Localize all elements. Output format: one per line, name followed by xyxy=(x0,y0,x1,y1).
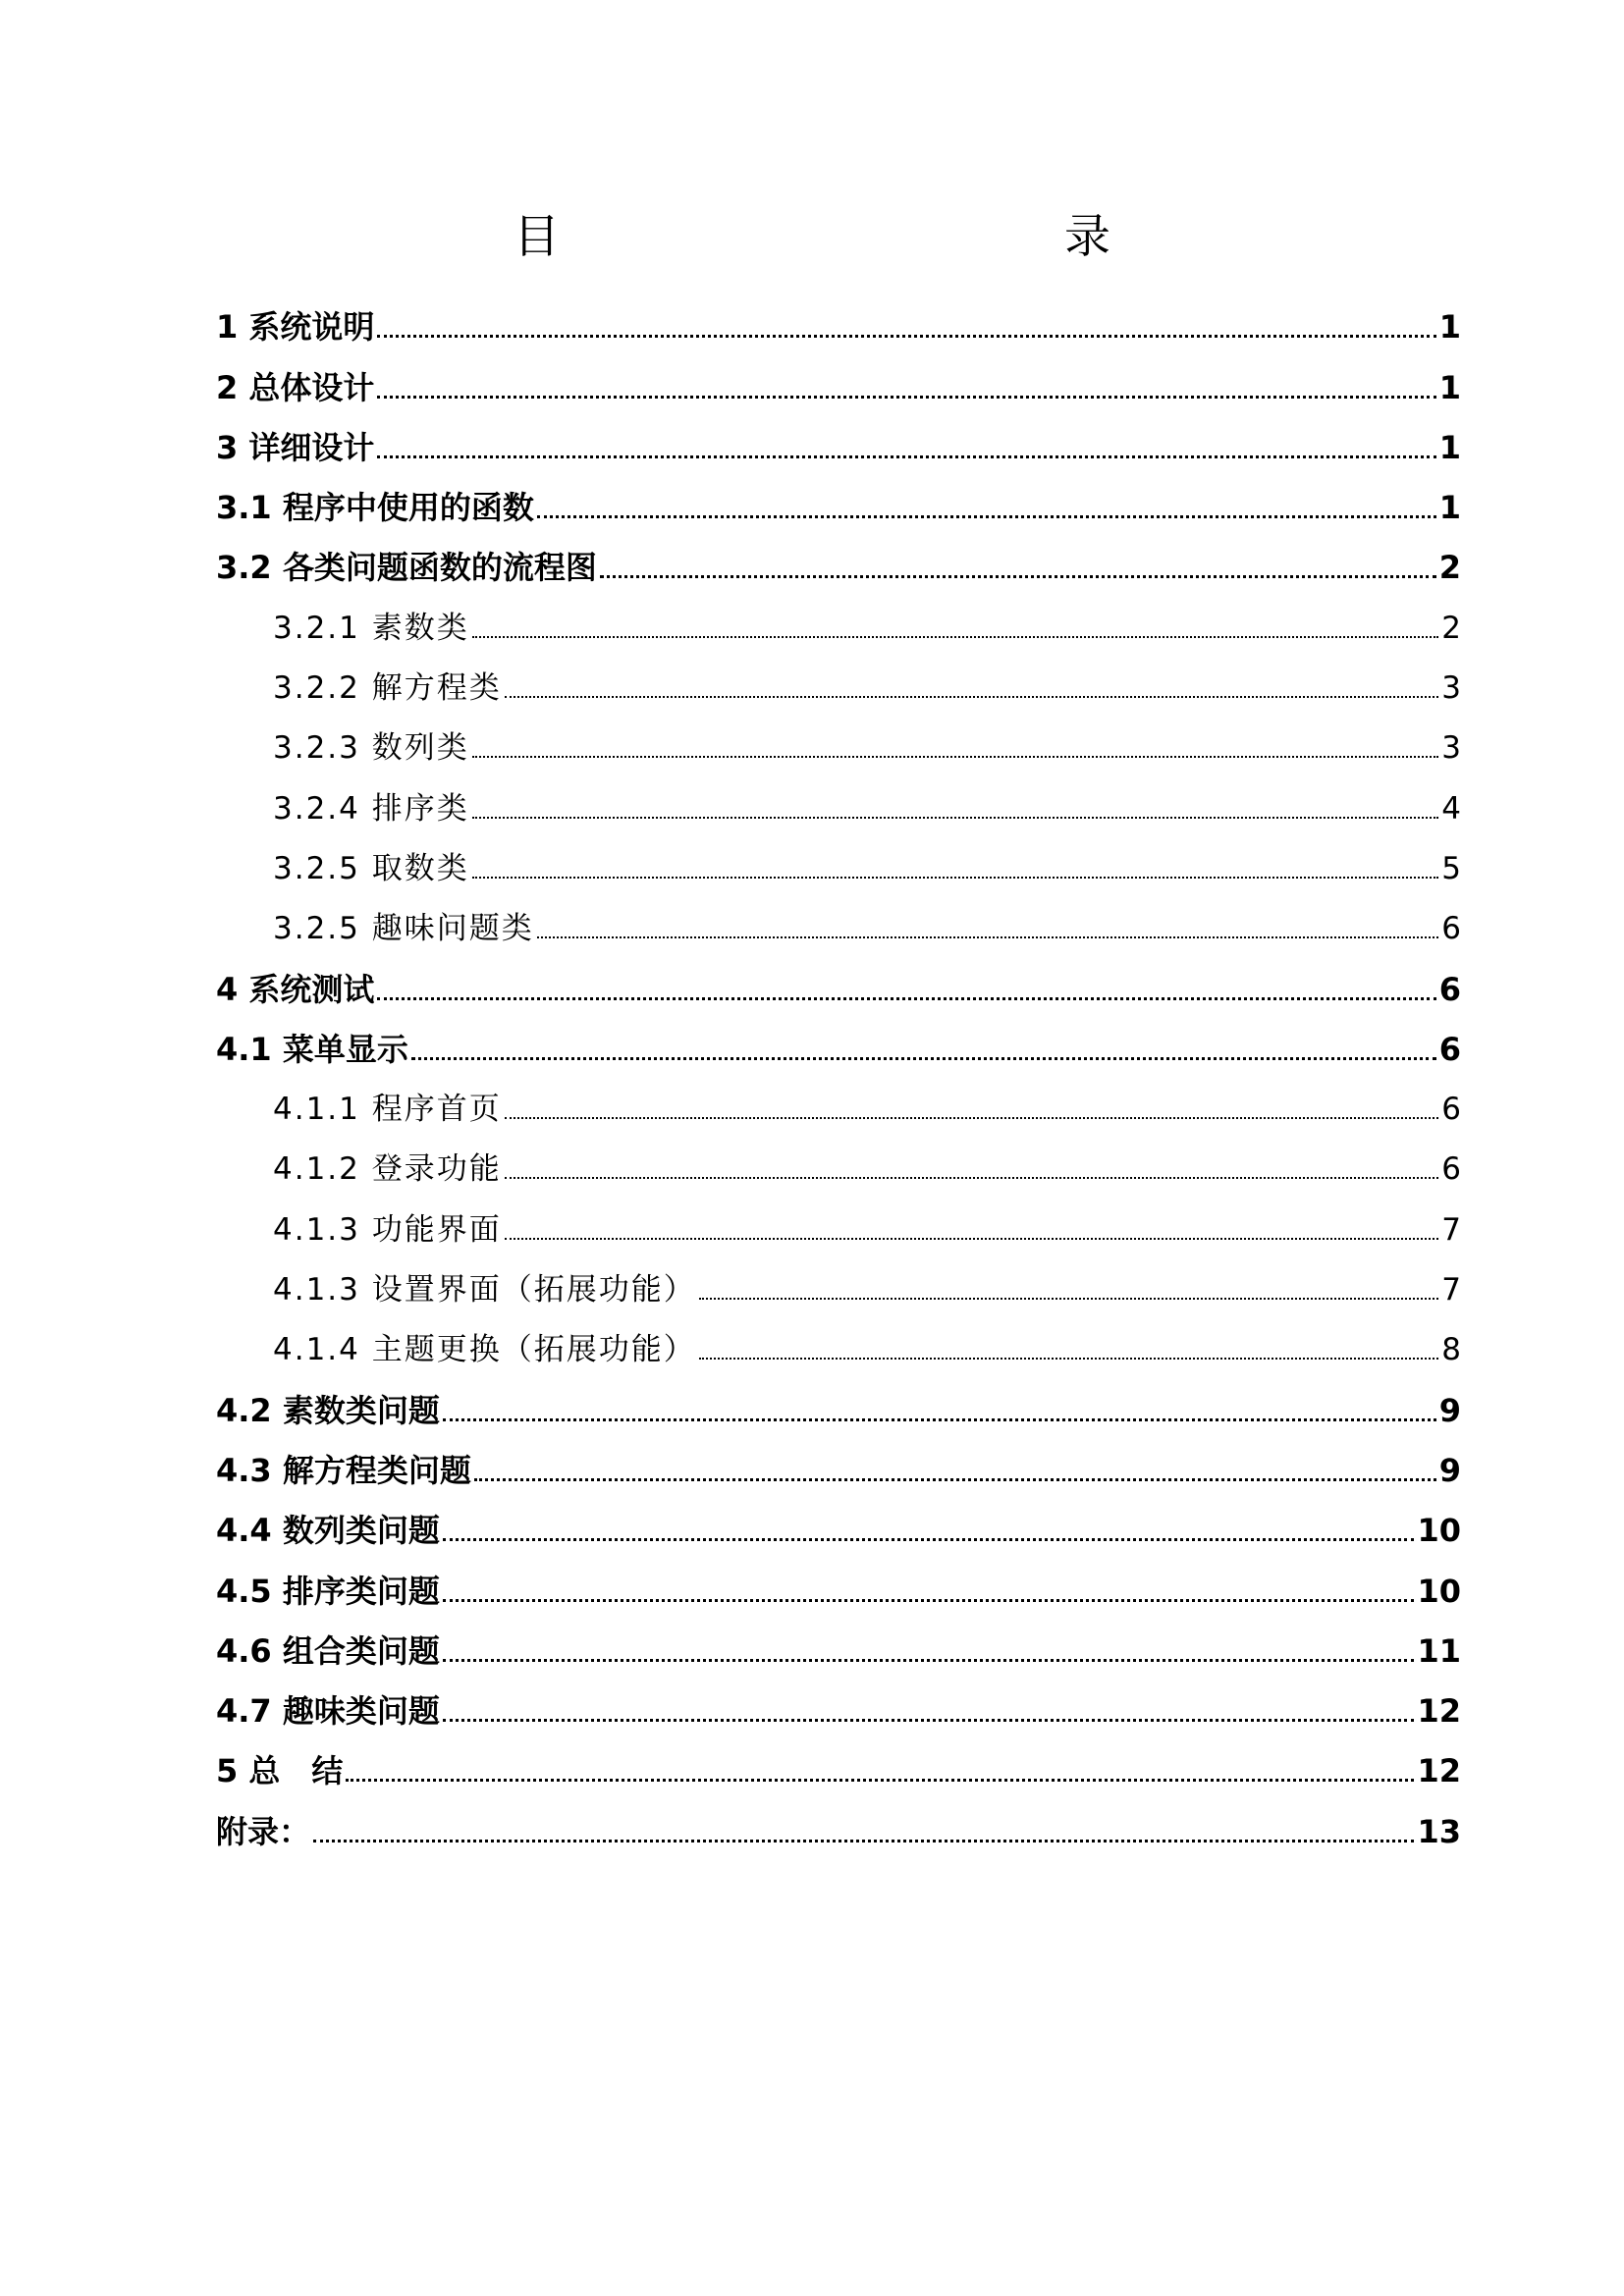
toc-entry-label: 4.1.3 功能界面 xyxy=(273,1211,502,1248)
toc-dot-leader xyxy=(505,696,1439,698)
toc-dot-leader xyxy=(377,997,1435,1000)
toc-entry[interactable] xyxy=(216,1790,1461,1850)
toc-entry-label: 4.1 菜单显示 xyxy=(216,1030,408,1068)
toc-entry[interactable] xyxy=(216,1731,1461,1790)
toc-entry-page-number: 4 xyxy=(1441,790,1461,827)
toc-entry-page-number: 6 xyxy=(1441,1092,1461,1128)
toc-entry[interactable] xyxy=(216,347,1461,406)
toc-entry[interactable] xyxy=(216,648,1461,708)
toc-entry[interactable] xyxy=(216,527,1461,587)
toc-entry[interactable] xyxy=(216,1611,1461,1671)
toc-entry-page-number: 8 xyxy=(1441,1332,1461,1368)
toc-entry[interactable] xyxy=(216,587,1461,647)
toc-dot-leader xyxy=(377,335,1435,338)
toc-entry-label: 3.2.3 数列类 xyxy=(273,730,469,767)
toc-entry-page-number: 9 xyxy=(1438,1391,1461,1429)
toc-dot-leader xyxy=(443,1659,1415,1662)
toc-entry-label: 4.3 解方程类问题 xyxy=(216,1451,471,1489)
toc-entry-page-number: 7 xyxy=(1441,1272,1461,1308)
toc-dot-leader xyxy=(472,877,1439,879)
toc-entry[interactable] xyxy=(216,1189,1461,1249)
toc-entry-label: 附录： xyxy=(216,1812,311,1850)
toc-entry-page-number: 6 xyxy=(1441,911,1461,947)
toc-entry-label: 3.2.5 取数类 xyxy=(273,850,469,886)
toc-entry-page-number: 10 xyxy=(1417,1512,1461,1550)
toc-dot-leader xyxy=(411,1057,1436,1060)
toc-dot-leader xyxy=(346,1779,1414,1782)
toc-entry-page-number: 12 xyxy=(1417,1752,1461,1790)
toc-dot-leader xyxy=(505,1238,1439,1240)
toc-entry-page-number: 10 xyxy=(1417,1572,1461,1610)
toc-entry-label: 4.4 数列类问题 xyxy=(216,1512,440,1550)
toc-title: 目 录 xyxy=(514,210,1248,264)
toc-entry-page-number: 1 xyxy=(1438,368,1461,406)
toc-dot-leader xyxy=(600,575,1436,578)
toc-entry-label: 3.2 各类问题函数的流程图 xyxy=(216,549,597,587)
toc-entry-label: 5 总 结 xyxy=(216,1752,344,1790)
toc-dot-leader xyxy=(377,396,1435,399)
toc-dot-leader xyxy=(699,1358,1439,1360)
toc-entry-page-number: 12 xyxy=(1417,1692,1461,1731)
toc-entry-page-number: 1 xyxy=(1438,428,1461,466)
toc-entry[interactable] xyxy=(216,768,1461,828)
toc-entry-label: 3 详细设计 xyxy=(216,428,375,466)
toc-entry[interactable] xyxy=(216,1129,1461,1189)
toc-entry[interactable] xyxy=(216,467,1461,527)
toc-entry-page-number: 2 xyxy=(1441,610,1461,646)
toc-dot-leader xyxy=(377,455,1435,458)
toc-entry[interactable] xyxy=(216,1369,1461,1429)
toc-dot-leader xyxy=(443,1538,1415,1541)
toc-entry-label: 1 系统说明 xyxy=(216,308,375,347)
toc-entry-label: 3.2.1 素数类 xyxy=(273,610,469,646)
toc-entry-label: 4.5 排序类问题 xyxy=(216,1572,440,1610)
table-of-contents xyxy=(216,287,1461,1851)
toc-entry-page-number: 6 xyxy=(1441,1151,1461,1188)
toc-entry[interactable] xyxy=(216,1550,1461,1610)
toc-entry-page-number: 6 xyxy=(1438,970,1461,1008)
toc-entry[interactable] xyxy=(216,948,1461,1008)
toc-entry-label: 4.7 趣味类问题 xyxy=(216,1692,440,1731)
toc-dot-leader xyxy=(313,1840,1414,1842)
toc-dot-leader xyxy=(699,1298,1439,1300)
toc-entry-page-number: 1 xyxy=(1438,489,1461,527)
toc-dot-leader xyxy=(443,1719,1415,1722)
toc-dot-leader xyxy=(443,1599,1415,1602)
toc-entry-label: 4.1.1 程序首页 xyxy=(273,1092,502,1128)
toc-entry-page-number: 13 xyxy=(1417,1812,1461,1850)
toc-entry[interactable] xyxy=(216,708,1461,768)
toc-entry[interactable] xyxy=(216,828,1461,888)
toc-entry-label: 4.1.4 主题更换（拓展功能） xyxy=(273,1332,696,1368)
toc-entry-page-number: 2 xyxy=(1438,549,1461,587)
toc-entry-page-number: 3 xyxy=(1441,670,1461,707)
toc-entry-label: 4.6 组合类问题 xyxy=(216,1631,440,1670)
toc-entry-label: 3.2.2 解方程类 xyxy=(273,670,502,707)
toc-entry-page-number: 7 xyxy=(1441,1211,1461,1248)
toc-entry-page-number: 5 xyxy=(1441,850,1461,886)
toc-entry[interactable] xyxy=(216,1430,1461,1490)
toc-dot-leader xyxy=(505,1117,1439,1119)
toc-entry-page-number: 11 xyxy=(1417,1631,1461,1670)
toc-entry[interactable] xyxy=(216,1069,1461,1129)
toc-entry[interactable] xyxy=(216,1250,1461,1309)
toc-entry-label: 4 系统测试 xyxy=(216,970,375,1008)
toc-entry[interactable] xyxy=(216,1009,1461,1069)
toc-dot-leader xyxy=(443,1418,1436,1421)
toc-dot-leader xyxy=(537,936,1439,938)
toc-entry-page-number: 1 xyxy=(1438,308,1461,347)
toc-entry-label: 3.1 程序中使用的函数 xyxy=(216,489,534,527)
toc-entry-label: 3.2.5 趣味问题类 xyxy=(273,911,534,947)
toc-entry[interactable] xyxy=(216,1490,1461,1550)
toc-dot-leader xyxy=(472,756,1439,758)
toc-entry-page-number: 6 xyxy=(1438,1030,1461,1068)
toc-dot-leader xyxy=(505,1177,1439,1179)
toc-entry-page-number: 3 xyxy=(1441,730,1461,767)
toc-dot-leader xyxy=(472,636,1439,638)
toc-dot-leader xyxy=(537,515,1436,518)
toc-entry-label: 2 总体设计 xyxy=(216,368,375,406)
toc-entry-label: 4.1.3 设置界面（拓展功能） xyxy=(273,1272,696,1308)
toc-entry[interactable] xyxy=(216,287,1461,347)
toc-entry-label: 4.1.2 登录功能 xyxy=(273,1151,502,1188)
toc-entry[interactable] xyxy=(216,1671,1461,1731)
toc-entry-label: 3.2.4 排序类 xyxy=(273,790,469,827)
toc-dot-leader xyxy=(474,1478,1436,1481)
toc-entry[interactable] xyxy=(216,407,1461,467)
toc-entry[interactable] xyxy=(216,1309,1461,1369)
toc-entry-label: 4.2 素数类问题 xyxy=(216,1391,440,1429)
toc-entry-page-number: 9 xyxy=(1438,1451,1461,1489)
toc-dot-leader xyxy=(472,817,1439,819)
toc-entry[interactable] xyxy=(216,888,1461,948)
